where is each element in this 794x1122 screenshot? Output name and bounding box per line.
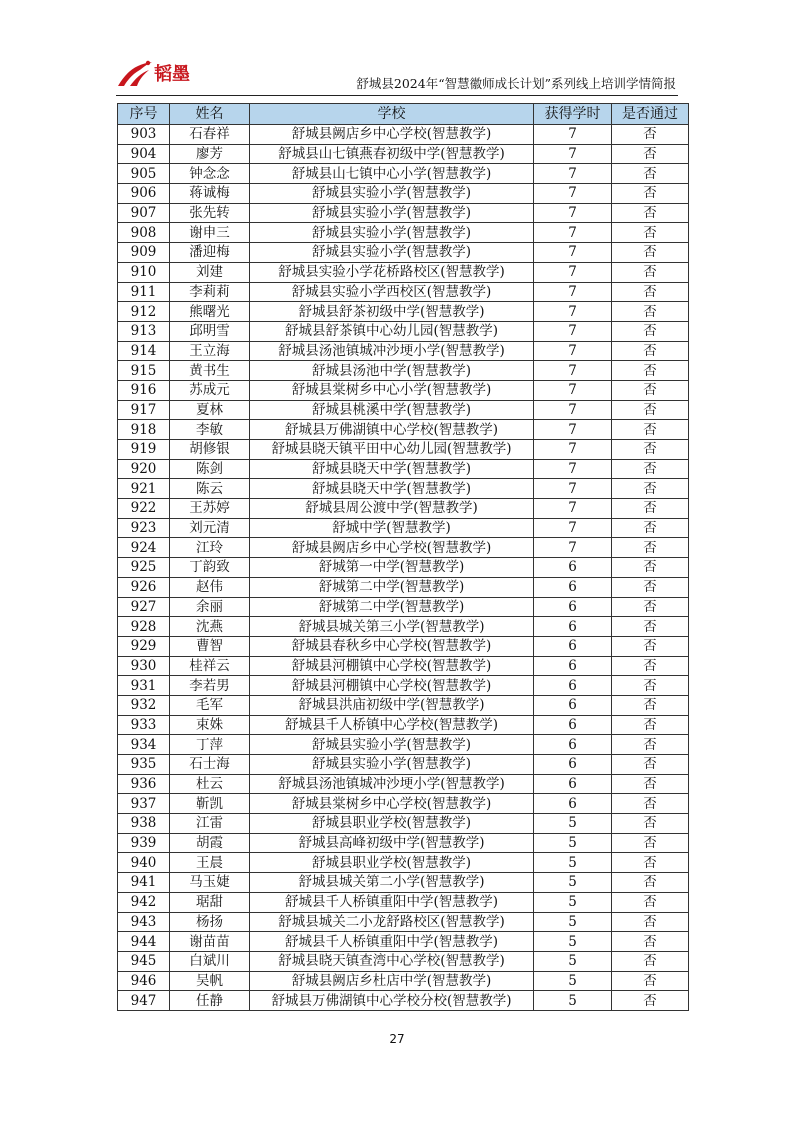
cell-name: 刘建 (170, 262, 250, 282)
cell-passed: 否 (612, 558, 689, 578)
cell-school: 舒城县洪庙初级中学(智慧教学) (250, 695, 534, 715)
table-row (118, 440, 689, 460)
cell-index: 931 (118, 676, 170, 696)
table-body (118, 125, 689, 1011)
cell-hours: 7 (534, 361, 612, 381)
cell-hours: 7 (534, 459, 612, 479)
cell-name: 蒋诚梅 (170, 184, 250, 204)
cell-name: 苏成元 (170, 380, 250, 400)
cell-hours: 5 (534, 873, 612, 893)
cell-hours: 7 (534, 420, 612, 440)
cell-hours: 7 (534, 223, 612, 243)
cell-index: 908 (118, 223, 170, 243)
cell-hours: 7 (534, 321, 612, 341)
table-row (118, 164, 689, 184)
cell-index: 940 (118, 853, 170, 873)
cell-index: 913 (118, 321, 170, 341)
cell-hours: 6 (534, 695, 612, 715)
cell-name: 谢申三 (170, 223, 250, 243)
table-row (118, 321, 689, 341)
column-header-school: 学校 (250, 104, 534, 125)
cell-passed: 否 (612, 341, 689, 361)
cell-hours: 5 (534, 971, 612, 991)
table-row (118, 361, 689, 381)
cell-hours: 7 (534, 164, 612, 184)
table-row (118, 223, 689, 243)
cell-school: 舒城县舒茶镇中心幼儿园(智慧教学) (250, 321, 534, 341)
cell-name: 马玉婕 (170, 873, 250, 893)
cell-school: 舒城县千人桥镇重阳中学(智慧教学) (250, 932, 534, 952)
cell-index: 927 (118, 597, 170, 617)
cell-school: 舒城县桃溪中学(智慧教学) (250, 400, 534, 420)
cell-name: 李敏 (170, 420, 250, 440)
cell-passed: 否 (612, 499, 689, 519)
page-number: 27 (389, 1032, 405, 1046)
logo-mark-icon (116, 58, 194, 88)
cell-school: 舒城县实验小学(智慧教学) (250, 203, 534, 223)
cell-school: 舒城县实验小学(智慧教学) (250, 223, 534, 243)
cell-index: 933 (118, 715, 170, 735)
cell-hours: 7 (534, 538, 612, 558)
cell-name: 夏林 (170, 400, 250, 420)
cell-school: 舒城县阙店乡中心学校(智慧教学) (250, 125, 534, 145)
table-row (118, 656, 689, 676)
cell-index: 916 (118, 380, 170, 400)
cell-hours: 6 (534, 794, 612, 814)
cell-index: 906 (118, 184, 170, 204)
cell-school: 舒城县万佛湖镇中心学校分校(智慧教学) (250, 991, 534, 1011)
cell-name: 李莉莉 (170, 282, 250, 302)
cell-school: 舒城县城关第三小学(智慧教学) (250, 617, 534, 637)
cell-index: 946 (118, 971, 170, 991)
cell-name: 白斌川 (170, 951, 250, 971)
cell-passed: 否 (612, 203, 689, 223)
cell-passed: 否 (612, 302, 689, 322)
cell-name: 廖芳 (170, 144, 250, 164)
cell-index: 915 (118, 361, 170, 381)
table-row (118, 203, 689, 223)
cell-school: 舒城县职业学校(智慧教学) (250, 814, 534, 834)
cell-passed: 否 (612, 676, 689, 696)
cell-school: 舒城县晓天中学(智慧教学) (250, 479, 534, 499)
cell-name: 靳凯 (170, 794, 250, 814)
table-row (118, 479, 689, 499)
cell-school: 舒城县实验小学(智慧教学) (250, 184, 534, 204)
table-row (118, 341, 689, 361)
cell-passed: 否 (612, 321, 689, 341)
cell-school: 舒城县河棚镇中心学校(智慧教学) (250, 676, 534, 696)
cell-school: 舒城县汤池镇城冲沙埂小学(智慧教学) (250, 341, 534, 361)
table-row (118, 892, 689, 912)
cell-passed: 否 (612, 951, 689, 971)
cell-hours: 6 (534, 755, 612, 775)
training-roster-table (117, 103, 689, 1011)
cell-hours: 5 (534, 991, 612, 1011)
cell-name: 杜云 (170, 774, 250, 794)
cell-name: 任静 (170, 991, 250, 1011)
cell-passed: 否 (612, 932, 689, 952)
cell-passed: 否 (612, 873, 689, 893)
brand-logo (116, 58, 194, 88)
column-header-passed: 是否通过 (612, 104, 689, 125)
cell-name: 王苏婷 (170, 499, 250, 519)
cell-index: 917 (118, 400, 170, 420)
cell-index: 947 (118, 991, 170, 1011)
cell-passed: 否 (612, 361, 689, 381)
table-row (118, 912, 689, 932)
cell-index: 920 (118, 459, 170, 479)
cell-index: 923 (118, 518, 170, 538)
column-header-index: 序号 (118, 104, 170, 125)
table-row (118, 184, 689, 204)
cell-index: 921 (118, 479, 170, 499)
cell-passed: 否 (612, 440, 689, 460)
cell-school: 舒城县春秋乡中心学校(智慧教学) (250, 636, 534, 656)
cell-name: 胡霞 (170, 833, 250, 853)
table-row (118, 617, 689, 637)
cell-school: 舒城县阙店乡中心学校(智慧教学) (250, 538, 534, 558)
cell-passed: 否 (612, 459, 689, 479)
cell-school: 舒城第二中学(智慧教学) (250, 577, 534, 597)
cell-index: 922 (118, 499, 170, 519)
cell-name: 琚甜 (170, 892, 250, 912)
cell-name: 张先转 (170, 203, 250, 223)
table-row (118, 144, 689, 164)
cell-school: 舒城县城关二小龙舒路校区(智慧教学) (250, 912, 534, 932)
cell-hours: 5 (534, 892, 612, 912)
cell-hours: 7 (534, 479, 612, 499)
cell-name: 丁萍 (170, 735, 250, 755)
table-row (118, 814, 689, 834)
cell-name: 束姝 (170, 715, 250, 735)
table-row (118, 420, 689, 440)
cell-hours: 6 (534, 558, 612, 578)
cell-index: 934 (118, 735, 170, 755)
cell-hours: 6 (534, 656, 612, 676)
cell-passed: 否 (612, 833, 689, 853)
cell-hours: 5 (534, 853, 612, 873)
table-row (118, 794, 689, 814)
cell-passed: 否 (612, 223, 689, 243)
table-row (118, 715, 689, 735)
cell-school: 舒城县山七镇燕春初级中学(智慧教学) (250, 144, 534, 164)
cell-school: 舒城县万佛湖镇中心学校(智慧教学) (250, 420, 534, 440)
cell-school: 舒城县千人桥镇中心学校(智慧教学) (250, 715, 534, 735)
cell-passed: 否 (612, 971, 689, 991)
cell-passed: 否 (612, 991, 689, 1011)
cell-index: 930 (118, 656, 170, 676)
table-row (118, 735, 689, 755)
cell-hours: 5 (534, 951, 612, 971)
table-row (118, 636, 689, 656)
cell-name: 丁韵致 (170, 558, 250, 578)
table-row (118, 932, 689, 952)
cell-school: 舒城县舒茶初级中学(智慧教学) (250, 302, 534, 322)
cell-passed: 否 (612, 144, 689, 164)
cell-school: 舒城县周公渡中学(智慧教学) (250, 499, 534, 519)
table-row (118, 302, 689, 322)
report-title: 舒城县2024年“智慧徽师成长计划”系列线上培训学情简报 (356, 76, 676, 91)
cell-name: 曹智 (170, 636, 250, 656)
cell-hours: 7 (534, 243, 612, 263)
table-row (118, 991, 689, 1011)
cell-hours: 6 (534, 636, 612, 656)
cell-name: 黄书生 (170, 361, 250, 381)
table-row (118, 873, 689, 893)
cell-index: 918 (118, 420, 170, 440)
cell-passed: 否 (612, 636, 689, 656)
cell-hours: 7 (534, 440, 612, 460)
cell-hours: 7 (534, 302, 612, 322)
cell-passed: 否 (612, 420, 689, 440)
cell-index: 909 (118, 243, 170, 263)
cell-passed: 否 (612, 735, 689, 755)
cell-index: 904 (118, 144, 170, 164)
table-row (118, 853, 689, 873)
cell-index: 924 (118, 538, 170, 558)
table-row (118, 282, 689, 302)
cell-name: 江玲 (170, 538, 250, 558)
cell-school: 舒城县棠树乡中心学校(智慧教学) (250, 794, 534, 814)
cell-passed: 否 (612, 125, 689, 145)
cell-index: 910 (118, 262, 170, 282)
cell-school: 舒城县实验小学西校区(智慧教学) (250, 282, 534, 302)
cell-passed: 否 (612, 538, 689, 558)
cell-name: 石士海 (170, 755, 250, 775)
cell-passed: 否 (612, 715, 689, 735)
cell-name: 王立海 (170, 341, 250, 361)
cell-passed: 否 (612, 400, 689, 420)
cell-index: 938 (118, 814, 170, 834)
cell-index: 942 (118, 892, 170, 912)
cell-name: 胡修银 (170, 440, 250, 460)
cell-school: 舒城县晓天镇查湾中心学校(智慧教学) (250, 951, 534, 971)
cell-hours: 7 (534, 203, 612, 223)
cell-name: 刘元清 (170, 518, 250, 538)
cell-index: 914 (118, 341, 170, 361)
table-row (118, 499, 689, 519)
cell-index: 943 (118, 912, 170, 932)
cell-hours: 7 (534, 499, 612, 519)
cell-hours: 7 (534, 144, 612, 164)
cell-hours: 7 (534, 380, 612, 400)
cell-school: 舒城县晓天中学(智慧教学) (250, 459, 534, 479)
table-row (118, 695, 689, 715)
cell-passed: 否 (612, 892, 689, 912)
cell-index: 935 (118, 755, 170, 775)
cell-passed: 否 (612, 695, 689, 715)
cell-school: 舒城县城关第二小学(智慧教学) (250, 873, 534, 893)
cell-hours: 6 (534, 676, 612, 696)
table-row (118, 577, 689, 597)
cell-school: 舒城县棠树乡中心小学(智慧教学) (250, 380, 534, 400)
cell-hours: 6 (534, 597, 612, 617)
cell-name: 李若男 (170, 676, 250, 696)
cell-passed: 否 (612, 577, 689, 597)
cell-passed: 否 (612, 617, 689, 637)
table-row (118, 125, 689, 145)
table-row (118, 380, 689, 400)
cell-passed: 否 (612, 597, 689, 617)
table-row (118, 459, 689, 479)
cell-index: 944 (118, 932, 170, 952)
table-row (118, 833, 689, 853)
cell-index: 919 (118, 440, 170, 460)
column-header-hours: 获得学时 (534, 104, 612, 125)
cell-index: 903 (118, 125, 170, 145)
cell-index: 907 (118, 203, 170, 223)
table-row (118, 243, 689, 263)
cell-index: 945 (118, 951, 170, 971)
cell-school: 舒城县汤池镇城冲沙埂小学(智慧教学) (250, 774, 534, 794)
cell-passed: 否 (612, 774, 689, 794)
cell-index: 939 (118, 833, 170, 853)
cell-passed: 否 (612, 184, 689, 204)
table-row (118, 558, 689, 578)
cell-school: 舒城县河棚镇中心学校(智慧教学) (250, 656, 534, 676)
cell-index: 926 (118, 577, 170, 597)
cell-index: 905 (118, 164, 170, 184)
cell-school: 舒城中学(智慧教学) (250, 518, 534, 538)
cell-passed: 否 (612, 262, 689, 282)
table-row (118, 262, 689, 282)
cell-passed: 否 (612, 794, 689, 814)
cell-name: 赵伟 (170, 577, 250, 597)
cell-school: 舒城县晓天镇平田中心幼儿园(智慧教学) (250, 440, 534, 460)
cell-hours: 5 (534, 932, 612, 952)
cell-hours: 7 (534, 125, 612, 145)
cell-hours: 7 (534, 262, 612, 282)
cell-name: 潘迎梅 (170, 243, 250, 263)
table-row (118, 951, 689, 971)
cell-name: 桂祥云 (170, 656, 250, 676)
cell-hours: 5 (534, 833, 612, 853)
cell-hours: 6 (534, 735, 612, 755)
cell-index: 932 (118, 695, 170, 715)
cell-index: 928 (118, 617, 170, 637)
cell-hours: 7 (534, 282, 612, 302)
cell-name: 杨扬 (170, 912, 250, 932)
cell-school: 舒城县实验小学(智慧教学) (250, 243, 534, 263)
cell-name: 邱明雪 (170, 321, 250, 341)
cell-hours: 5 (534, 912, 612, 932)
cell-hours: 7 (534, 341, 612, 361)
cell-passed: 否 (612, 243, 689, 263)
table-row (118, 597, 689, 617)
cell-hours: 6 (534, 577, 612, 597)
cell-hours: 7 (534, 184, 612, 204)
cell-hours: 7 (534, 518, 612, 538)
cell-school: 舒城第二中学(智慧教学) (250, 597, 534, 617)
cell-index: 912 (118, 302, 170, 322)
cell-index: 937 (118, 794, 170, 814)
cell-passed: 否 (612, 479, 689, 499)
cell-index: 925 (118, 558, 170, 578)
cell-index: 911 (118, 282, 170, 302)
table-row (118, 755, 689, 775)
cell-passed: 否 (612, 518, 689, 538)
cell-school: 舒城县千人桥镇重阳中学(智慧教学) (250, 892, 534, 912)
cell-name: 吴帆 (170, 971, 250, 991)
cell-passed: 否 (612, 656, 689, 676)
cell-index: 929 (118, 636, 170, 656)
table-row (118, 676, 689, 696)
cell-school: 舒城县汤池中学(智慧教学) (250, 361, 534, 381)
cell-name: 毛军 (170, 695, 250, 715)
logo-text: 韬墨 (154, 64, 190, 85)
table-row (118, 971, 689, 991)
cell-name: 王晨 (170, 853, 250, 873)
cell-school: 舒城县阙店乡杜店中学(智慧教学) (250, 971, 534, 991)
cell-school: 舒城县实验小学花桥路校区(智慧教学) (250, 262, 534, 282)
header-divider (116, 95, 678, 96)
cell-school: 舒城县实验小学(智慧教学) (250, 735, 534, 755)
cell-name: 石春祥 (170, 125, 250, 145)
cell-name: 江雷 (170, 814, 250, 834)
table-row (118, 518, 689, 538)
cell-name: 余丽 (170, 597, 250, 617)
cell-passed: 否 (612, 912, 689, 932)
table-row (118, 400, 689, 420)
cell-passed: 否 (612, 853, 689, 873)
cell-school: 舒城县实验小学(智慧教学) (250, 755, 534, 775)
column-header-name: 姓名 (170, 104, 250, 125)
cell-hours: 6 (534, 617, 612, 637)
cell-name: 陈剑 (170, 459, 250, 479)
cell-name: 钟念念 (170, 164, 250, 184)
table-row (118, 774, 689, 794)
cell-school: 舒城县高峰初级中学(智慧教学) (250, 833, 534, 853)
cell-hours: 7 (534, 400, 612, 420)
cell-hours: 6 (534, 715, 612, 735)
cell-school: 舒城第一中学(智慧教学) (250, 558, 534, 578)
cell-school: 舒城县职业学校(智慧教学) (250, 853, 534, 873)
cell-passed: 否 (612, 755, 689, 775)
cell-index: 936 (118, 774, 170, 794)
cell-hours: 5 (534, 814, 612, 834)
table-header-row (118, 104, 689, 125)
cell-name: 陈云 (170, 479, 250, 499)
cell-passed: 否 (612, 282, 689, 302)
cell-name: 熊曙光 (170, 302, 250, 322)
cell-passed: 否 (612, 814, 689, 834)
cell-passed: 否 (612, 380, 689, 400)
cell-index: 941 (118, 873, 170, 893)
cell-name: 沈燕 (170, 617, 250, 637)
cell-school: 舒城县山七镇中心小学(智慧教学) (250, 164, 534, 184)
cell-hours: 6 (534, 774, 612, 794)
table-row (118, 538, 689, 558)
cell-name: 谢苗苗 (170, 932, 250, 952)
cell-passed: 否 (612, 164, 689, 184)
